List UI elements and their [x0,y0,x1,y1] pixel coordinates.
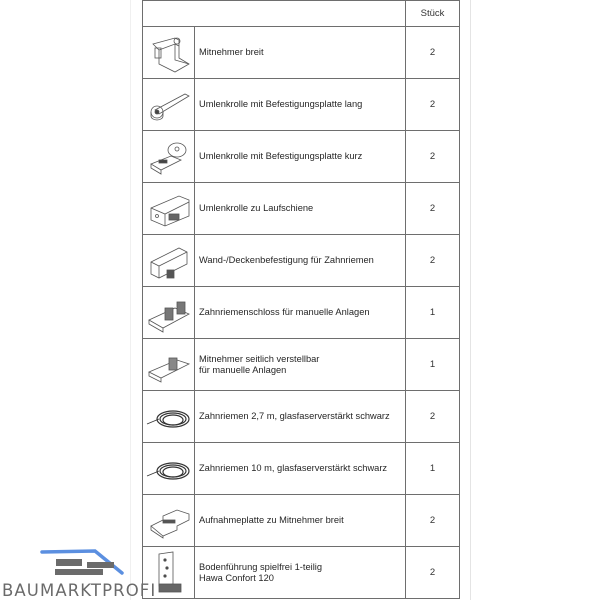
part-description-line: Umlenkrolle mit Befestigungsplatte kurz [199,151,363,161]
part-description-line: Mitnehmer breit [199,47,264,57]
table-row [143,183,459,235]
part-description [195,391,406,442]
part-description-line: Zahnriemen 2,7 m, glasfaserverstärkt schwarz [199,411,390,421]
table-row [143,495,459,547]
part-description-line: Wand-/Deckenbefestigung für Zahnriemen [199,255,374,265]
part-quantity: 2 [429,567,436,578]
part-description [195,443,406,494]
mounting-plate-icon [145,498,193,544]
header-image-cell [143,1,195,26]
part-image-cell [143,391,195,442]
pulley-long-plate-icon [145,82,193,128]
belt-lock-icon [145,290,193,336]
table-row [143,131,459,183]
part-description-line: Hawa Confort 120 [199,572,274,583]
toothed-belt-coil-icon [145,446,193,492]
header-description-cell [195,1,406,26]
part-image-cell [143,495,195,546]
part-description [195,287,406,338]
part-image-cell [143,339,195,390]
carrier-adjustable-icon [145,342,193,388]
part-quantity: 2 [429,47,436,58]
logo-brick [56,559,82,566]
part-image-cell [143,79,195,130]
part-description [195,235,406,286]
part-description [195,131,406,182]
part-quantity: 2 [429,99,436,110]
wall-ceiling-mount-icon [145,238,193,284]
part-description [195,495,406,546]
pulley-short-plate-icon [145,134,193,180]
part-description-line: Bodenführung spielfrei 1-teilig [199,561,323,572]
part-description [195,27,406,78]
part-description-line: Zahnriemenschloss für manuelle Anlagen [199,307,370,317]
table-row [143,443,459,495]
part-quantity: 1 [429,359,436,370]
part-description [195,547,406,598]
part-description [195,339,406,390]
part-quantity: 1 [429,463,436,474]
part-quantity: 1 [429,307,436,318]
part-description-line: Umlenkrolle mit Befestigungsplatte lang [199,99,363,109]
page-edge-line [470,0,471,600]
part-description [195,79,406,130]
part-description-line: Umlenkrolle zu Laufschiene [199,203,314,213]
pulley-track-icon [145,186,193,232]
table-row [143,79,459,131]
toothed-belt-coil-icon [145,394,193,440]
part-quantity: 2 [429,515,436,526]
carrier-wide-icon [145,30,193,76]
part-description-line: Aufnahmeplatte zu Mitnehmer breit [199,515,344,525]
page-edge-line [130,0,131,600]
part-image-cell [143,443,195,494]
table-row [143,547,459,599]
table-row [143,339,459,391]
table-row [143,235,459,287]
part-description-line: für manuelle Anlagen [199,364,287,375]
part-description-line: Mitnehmer seitlich verstellbar [199,353,320,364]
part-quantity: 2 [429,255,436,266]
part-image-cell [143,131,195,182]
part-description-line: Zahnriemen 10 m, glasfaserverstärkt schwarz [199,463,388,473]
part-image-cell [143,235,195,286]
part-quantity: 2 [429,203,436,214]
part-image-cell [143,183,195,234]
part-quantity: 2 [429,411,436,422]
parts-table [142,0,460,599]
logo-brick [87,562,114,568]
header-quantity: Stück [420,8,445,19]
table-header [143,0,459,27]
logo-brick [55,569,103,575]
table-row [143,27,459,79]
table-row [143,287,459,339]
table-row [143,391,459,443]
logo-text: BAUMARKTPROFI [2,581,157,600]
part-quantity: 2 [429,151,436,162]
part-image-cell [143,27,195,78]
part-description [195,183,406,234]
part-image-cell [143,287,195,338]
